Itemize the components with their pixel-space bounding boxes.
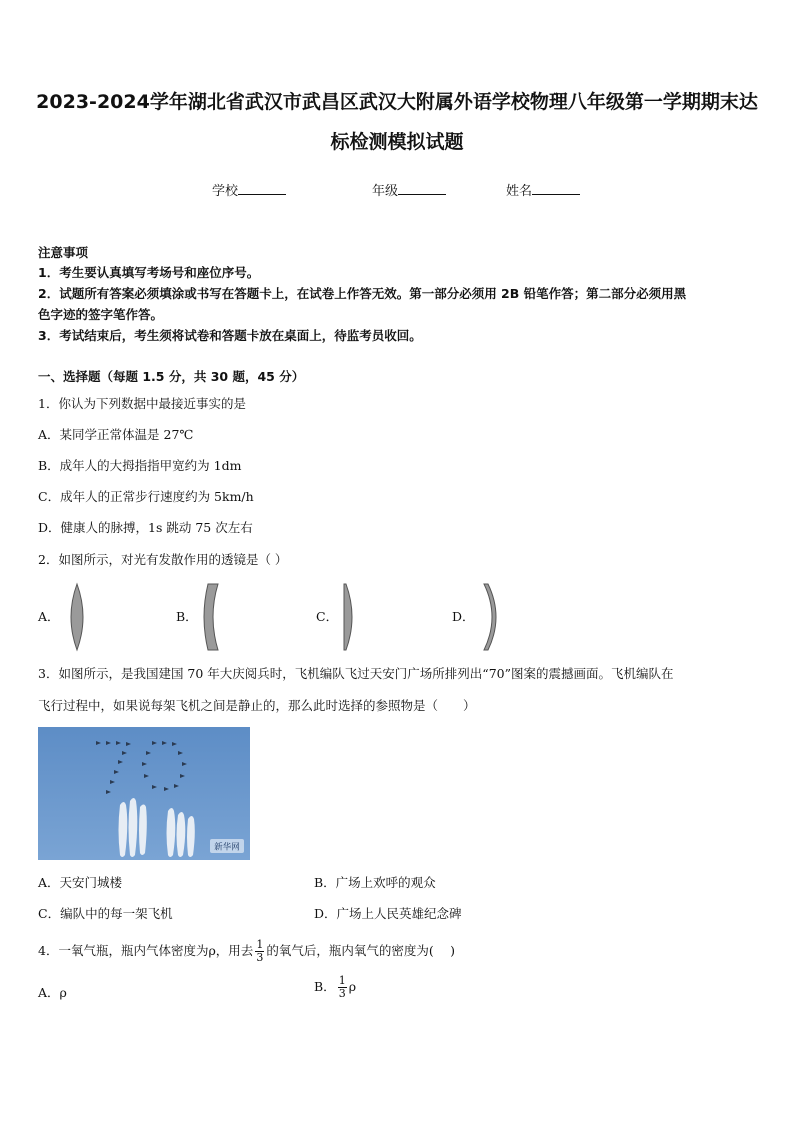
question-3-option-c: C．编队中的每一架飞机 — [38, 906, 173, 921]
question-3-stem-line2: 飞行过程中，如果说每架飞机之间是静止的，那么此时选择的参照物是（ ） — [38, 698, 476, 713]
question-3-stem-line1: 3．如图所示，是我国建国 70 年大庆阅兵时，飞机编队飞过天安门广场所排列出“70”图案的震撼画面。飞机编队在 — [38, 666, 674, 681]
fraction-numerator: 1 — [338, 974, 346, 987]
name-label: 姓名 — [506, 184, 533, 199]
school-label: 学校 — [212, 184, 239, 199]
question-1-option-a: A．某同学正常体温是 27℃ — [38, 427, 194, 442]
flyover-photo — [38, 727, 250, 860]
question-1-option-d: D．健康人的脉搏，1s 跳动 75 次左右 — [38, 520, 253, 535]
question-4-option-b — [314, 974, 356, 1000]
notice-item: 1．考生要认真填写考场号和座位序号。 — [38, 265, 260, 280]
question-1-option-b: B．成年人的大拇指指甲宽约为 1dm — [38, 458, 242, 473]
question-2-label-b: B． — [176, 609, 198, 624]
notice-item: 2．试题所有答案必须填涂或书写在答题卡上，在试卷上作答无效。第一部分必须用 2B 铅笔作答；第二部分必须用黑 — [38, 286, 687, 301]
question-4-stem-start: 4．一氧气瓶，瓶内气体密度为ρ，用去 — [38, 943, 254, 958]
question-4-option-b-suffix: ρ — [348, 979, 357, 994]
fraction-one-third — [255, 939, 264, 964]
grade-field[interactable] — [372, 180, 446, 199]
question-3-option-d: D．广场上人民英雄纪念碑 — [314, 906, 462, 921]
question-2-stem: 2．如图所示，对光有发散作用的透镜是（ ） — [38, 552, 288, 567]
grade-label: 年级 — [372, 184, 399, 199]
question-2-label-a: A． — [38, 609, 60, 624]
fraction-one-third — [338, 975, 347, 1000]
plano-convex-lens-icon — [336, 582, 366, 652]
question-4-stem — [38, 938, 455, 964]
question-4-option-a: A．ρ — [38, 985, 67, 1000]
school-field[interactable] — [212, 180, 286, 199]
question-4-option-b-label: B． — [314, 979, 336, 994]
name-field[interactable] — [506, 180, 580, 199]
question-3-option-a: A．天安门城楼 — [38, 875, 123, 890]
exam-title-line1: 2023-2024学年湖北省武汉市武昌区武汉大附属外语学校物理八年级第一学期期末达 — [36, 91, 758, 113]
grade-blank[interactable] — [398, 182, 446, 195]
question-1-option-c: C．成年人的正常步行速度约为 5km/h — [38, 489, 254, 504]
exam-title-line2: 标检测模拟试题 — [330, 131, 464, 153]
school-blank[interactable] — [238, 182, 286, 195]
notice-heading: 注意事项 — [38, 245, 89, 260]
question-3-option-b: B．广场上欢呼的观众 — [314, 875, 436, 890]
question-1-stem: 1．你认为下列数据中最接近事实的是 — [38, 396, 246, 411]
notice-item: 色字迹的签字笔作答。 — [38, 307, 164, 322]
name-blank[interactable] — [532, 182, 580, 195]
fraction-denominator: 3 — [338, 987, 346, 1000]
fraction-denominator: 3 — [256, 951, 264, 964]
photo-watermark: 新华网 — [214, 842, 240, 853]
notice-item: 3．考试结束后，考生须将试卷和答题卡放在桌面上，待监考员收回。 — [38, 328, 422, 343]
question-4-stem-end: 的氧气后，瓶内氧气的密度为( ) — [266, 943, 456, 958]
question-2-label-d: D． — [452, 609, 475, 624]
convex-lens-icon — [62, 582, 92, 652]
concave-lens-icon — [198, 582, 228, 652]
meniscus-lens-icon — [476, 582, 506, 652]
fraction-numerator: 1 — [256, 938, 264, 951]
question-2-label-c: C． — [316, 609, 339, 624]
section-heading: 一、选择题（每题 1.5 分，共 30 题，45 分） — [38, 369, 305, 384]
